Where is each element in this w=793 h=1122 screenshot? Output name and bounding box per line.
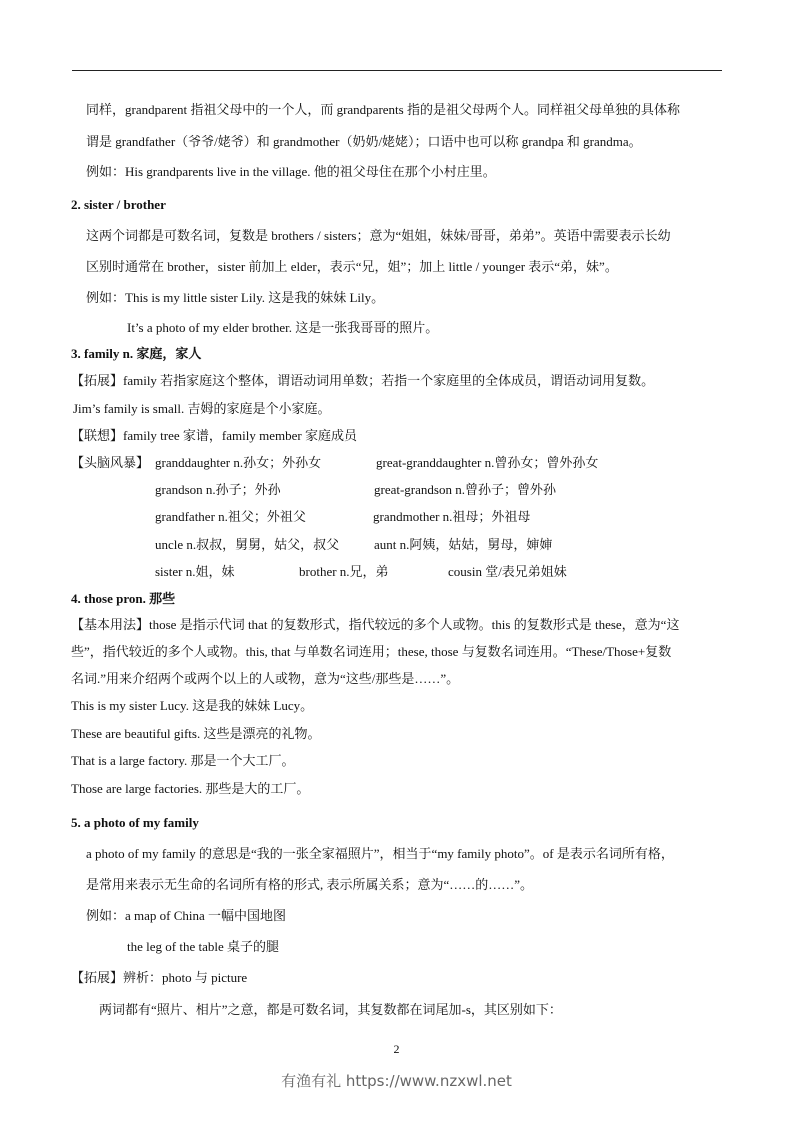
example-line: This is my sister Lucy. 这是我的妹妹 Lucy。	[71, 698, 314, 713]
paragraph-line: 【基本用法】those 是指示代词 that 的复数形式，指代较远的多个人或物。this 的复数形式是 these，意为“这	[71, 617, 680, 632]
vocab-item: cousin 堂/表兄弟姐妹	[448, 564, 567, 579]
paragraph-line: 【拓展】辨析：photo 与 picture	[71, 970, 248, 985]
paragraph-line: 同样，grandparent 指祖父母中的一个人，而 grandparents 指的是祖父母两个人。同样祖父母单独的具体称	[86, 102, 680, 117]
example-line: That is a large factory. 那是一个大工厂。	[71, 753, 295, 768]
vocab-item: uncle n.叔叔，舅舅，姑父，叔父	[155, 537, 340, 552]
paragraph-line: 是常用来表示无生命的名词所有格的形式, 表示所属关系；意为“……的……”。	[86, 877, 534, 892]
paragraph-line: 【拓展】family 若指家庭这个整体，谓语动词用单数；若指一个家庭里的全体成员，谓语动词用复数。	[71, 373, 655, 388]
paragraph-line: 区别时通常在 brother，sister 前加上 elder，表示“兄，姐”；加上 little / younger 表示“弟，妹”。	[86, 259, 618, 274]
vocab-item: sister n.姐，妹	[155, 564, 235, 579]
section-heading: 3. family n. 家庭，家人	[71, 346, 202, 361]
vocab-item: aunt n.阿姨，姑姑，舅母，婶婶	[374, 537, 553, 552]
vocab-item: brother n.兄，弟	[299, 564, 389, 579]
paragraph-line: 这两个词都是可数名词，复数是 brothers / sisters；意为“姐姐，妹妹/哥哥，弟弟”。英语中需要表示长幼	[86, 228, 671, 243]
vocab-item: grandmother n.祖母；外祖母	[373, 509, 531, 524]
paragraph-line: 些”，指代较近的多个人或物。this, that 与单数名词连用；these, those 与复数名词连用。“These/Those+复数	[71, 644, 672, 659]
vocab-item: great-granddaughter n.曾孙女；曾外孙女	[376, 455, 599, 470]
paragraph-line: 谓是 grandfather（爷爷/姥爷）和 grandmother（奶奶/姥姥）；口语中也可以称 grandpa 和 grandma。	[86, 134, 642, 149]
example-line: 例如：a map of China 一幅中国地图	[86, 908, 287, 923]
section-heading: 5. a photo of my family	[71, 815, 199, 830]
paragraph-line: 两词都有“照片、相片”之意，都是可数名词，其复数都在词尾加-s，其区别如下：	[99, 1002, 562, 1017]
paragraph-line: 名词.”用来介绍两个或两个以上的人或物，意为“这些/那些是……”。	[71, 671, 460, 686]
vocab-item: grandfather n.祖父；外祖父	[155, 509, 306, 524]
example-line: It’s a photo of my elder brother. 这是一张我哥哥的照片。	[127, 320, 439, 335]
page-number: 2	[393, 1042, 400, 1056]
vocab-item: great-grandson n.曾孙子；曾外孙	[374, 482, 556, 497]
example-line: These are beautiful gifts. 这些是漂亮的礼物。	[71, 726, 321, 741]
brainstorm-label: 【头脑风暴】	[71, 455, 150, 470]
example-line: Jim’s family is small. 吉姆的家庭是个小家庭。	[73, 401, 331, 416]
example-line: 例如：His grandparents live in the village. 他的祖父母住在那个小村庄里。	[86, 164, 496, 179]
section-heading: 4. those pron. 那些	[71, 591, 176, 606]
paragraph-line: 【联想】family tree 家谱，family member 家庭成员	[71, 428, 357, 443]
paragraph-line: a photo of my family 的意思是“我的一张全家福照片”，相当于“my family photo”。of 是表示名词所有格，	[86, 846, 674, 861]
example-line: 例如：This is my little sister Lily. 这是我的妹妹 Lily。	[86, 290, 385, 305]
example-line: Those are large factories. 那些是大的工厂。	[71, 781, 310, 796]
header-rule	[72, 70, 722, 71]
vocab-item: granddaughter n.孙女；外孙女	[155, 455, 322, 470]
watermark: 有渔有礼 https://www.nzxwl.net	[281, 1072, 512, 1090]
section-heading: 2. sister / brother	[71, 197, 166, 212]
vocab-item: grandson n.孙子；外孙	[155, 482, 281, 497]
example-line: the leg of the table 桌子的腿	[127, 939, 279, 954]
